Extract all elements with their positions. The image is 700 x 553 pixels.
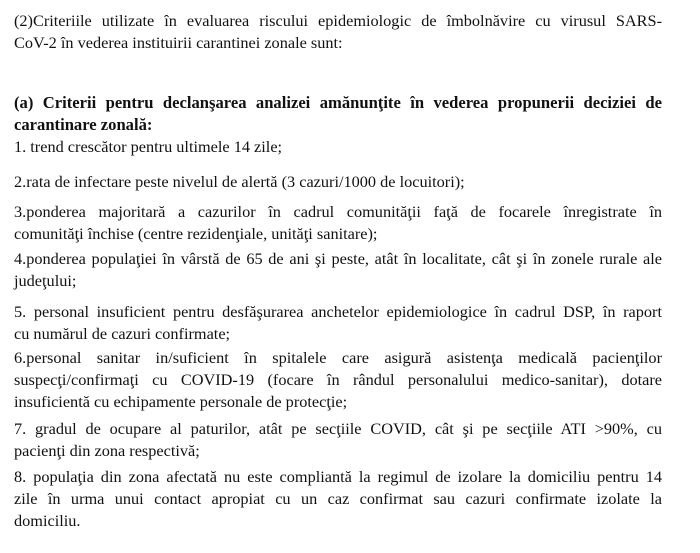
criterion-7 [14, 418, 662, 462]
heading-line-2: carantinare zonală: [14, 115, 153, 134]
criterion-6 [14, 347, 662, 413]
section-heading [14, 92, 662, 136]
criterion-1-line-1: 1. trend crescător pentru ultimele 14 zile; [14, 137, 283, 156]
heading-line-1: (a) Criterii pentru declanşarea analizei amănunţite în vederea propunerii deciziei de [14, 93, 662, 112]
intro-line-1: (2)Criteriile utilizate în evaluarea riscului epidemiologic de îmbolnăvire cu virusul SARS- [14, 11, 662, 30]
intro-paragraph [14, 10, 662, 54]
criterion-7-line-1: 7. gradul de ocupare al paturilor, atât pe secţiile COVID, cât şi pe secţiile ATI >90%, cu [14, 419, 662, 438]
criterion-8-line-3: domiciliu. [14, 511, 81, 530]
criterion-8-line-2: zile în urma unui contact apropiat cu un caz confirmat sau cazuri confirmate izolate la [14, 489, 662, 508]
criterion-2-line-1: 2.rata de infectare peste nivelul de alertă (3 cazuri/1000 de locuitori); [14, 172, 465, 191]
criterion-8 [14, 466, 662, 532]
criterion-5-line-2: cu numărul de cazuri confirmate; [14, 324, 231, 343]
criterion-4-line-2: judeţului; [14, 271, 77, 290]
criterion-2 [14, 171, 662, 193]
criterion-3-line-2: comunităţi închise (centre rezidenţiale, unităţi sanitare); [14, 224, 378, 243]
intro-line-2: CoV-2 în vederea instituirii carantinei zonale sunt: [14, 33, 343, 52]
criterion-6-line-3: insuficientă cu echipamente personale de protecţie; [14, 392, 348, 411]
criterion-4 [14, 248, 662, 292]
criterion-5-line-1: 5. personal insuficient pentru desfăşurarea anchetelor epidemiologice în cadrul DSP, în raport [14, 302, 662, 321]
criterion-6-line-2: suspecţi/confirmaţi cu COVID-19 (focare în rândul personalului medico-sanitar), dotare [14, 370, 662, 389]
criterion-4-line-1: 4.ponderea populaţiei în vârstă de 65 de ani şi peste, atât în localitate, cât şi în zonele rurale ale [14, 249, 662, 268]
criterion-7-line-2: pacienţi din zona respectivă; [14, 441, 200, 460]
criterion-6-line-1: 6.personal sanitar in/suficient în spitalele care asigură asistenţa medicală pacienţilor [14, 348, 662, 367]
criterion-8-line-1: 8. populaţia din zona afectată nu este compliantă la regimul de izolare la domiciliu pentru 14 [14, 467, 662, 486]
criterion-3-line-1: 3.ponderea majoritară a cazurilor în cadrul comunităţii faţă de focarele înregistrate în [14, 202, 662, 221]
criterion-3 [14, 201, 662, 245]
criterion-5 [14, 301, 662, 345]
criterion-1 [14, 136, 662, 158]
